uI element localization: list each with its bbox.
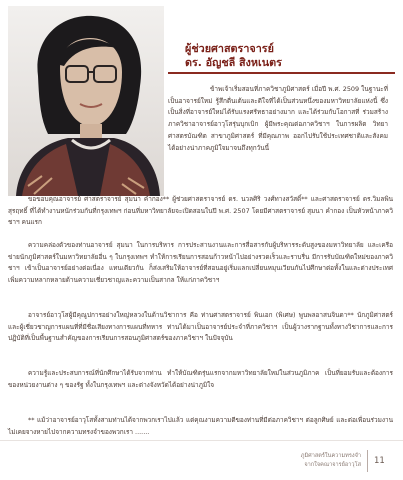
author-name: ดร. อัญชลี สิงหเนตร <box>185 56 282 69</box>
paragraph-graduates: ความรู้และประสบการณ์ที่นักศึกษาได้รับจากท่าน ทำให้บัณฑิตรุ่นแรกจากมหาวิทยาลัยใหม่ในส่วนภูมิภาค เป็นที่ยอมรับและต้องการของหน่วยงานต่าง ๆ ของรัฐ ทั้งในกรุงเทพฯ และต่างจังหวัดได้อย่างน่าภูมิใจ <box>8 369 393 389</box>
page-number: 11 <box>374 456 385 466</box>
footer-separator <box>367 450 368 472</box>
paragraph-senior-faculty: อาจารย์อาวุโสผู้มีคุณูปการอย่างใหญ่หลวงในด้านวิชาการ คือ ท่านศาสตราจารย์ พินเอก (พิเศษ) พูนพลอาสนจินดา** นักภูมิศาสตร์และผู้เชี่ยวชาญการแผนที่ที่มีชื่อเสียงทางการแผนที่ทหาร ท่านได้มาเป็นอาจารย์ประจำที่ภาควิชาฯ เป็นผู้วางรากฐานทั้งทางวิชาการและการปฏิบัติที่เป็นพื้นฐานสำคัญของการเรียนการสอนภูมิศาสตร์ของภาควิชาฯ ในปัจจุบัน <box>8 311 393 343</box>
paragraph-intro: ข้าพเจ้าเริ่มสอนที่ภาควิชาภูมิศาสตร์ เมื่อปี พ.ศ. 2509 ในฐานะที่เป็นอาจารย์ใหม่ รู้สึกตื่นเต้นและดีใจที่ได้เป็นส่วนหนึ่งของมหาวิทยาลัยแห่งนี้ ซึ่งเป็นสิ่งที่อาจารย์ใหม่ได้รับแรงศรัทธาอย่างมาก และได้ร่วมกับโอกาสที่ ร่วมสร้างภาควิชาอาจารย์อาวุโสรุ่นบุกเบิก ผู้มีพระคุณต่อภาควิชาฯ ในการผลิต วิทยาศาสตรบัณฑิต สาขาภูมิศาสตร์ ที่มีคุณภาพ ออกไปรับใช้ประเทศชาติและสังคม ได้อย่างน่าภาคภูมิใจมาจนถึงทุกวันนี้ <box>168 85 388 152</box>
paragraph-thanks: ขอขอบคุณอาจารย์ ศาสตราจารย์ สุมนา คำกอง** ผู้ช่วยศาสตราจารย์ ดร. นวลศิริ วงศ์ทางสวัสดิ์** และศาสตราจารย์ ดร.วิมลพิน สุรฤทธิ์ ที่ได้ทำงานหนักร่วมกันที่กรุงเทพฯ ก่อนที่มหาวิทยาลัยจะเปิดสอนในปี พ.ศ. 2507 โดยมีศาสตราจารย์ สุมนา คำกอง เป็นหัวหน้าภาควิชาฯ คนแรก <box>8 195 393 227</box>
author-role: ผู้ช่วยศาสตราจารย์ <box>185 42 274 55</box>
footer-line-2: จากใจคณาจารย์อาวุโส <box>304 462 361 468</box>
footer-line-1: ภูมิศาสตร์ในความทรงจำ <box>300 453 361 459</box>
title-underline <box>168 72 395 74</box>
portrait-photo <box>8 6 164 196</box>
title-block <box>185 42 395 70</box>
paragraph-memorial: ** แม้ว่าอาจารย์อาวุโสทั้งสามท่านได้จากพวกเราไปแล้ว แต่คุณงามความดีของท่านที่มีต่อภาควิชาฯ ต่อลูกศิษย์ และต่อเพื่อนร่วมงาน ไม่เคยจางหายไปจากความทรงจำของพวกเรา ....... <box>8 416 393 436</box>
footer-caption <box>251 452 361 470</box>
paragraph-administration: ความคล่องตัวของท่านอาจารย์ สุมนา ในการบริหาร การประสานงานและการสื่อสารกับผู้บริหารระดับสูงของมหาวิทยาลัย และเครือข่ายนักภูมิศาสตร์ในมหาวิทยาลัยอื่น ๆ ในกรุงเทพฯ ทำให้การเรียนการสอนก้าวหน้าไปอย่างรวดเร็วและราบรื่น มีการรับบัณฑิตใหม่ของภาควิชาฯ เข้าเป็นอาจารย์อย่างต่อเนื่อง แทนเดียวกัน ก็ส่งเสริมให้อาจารย์ที่สอนอยู่เริ่มแลกเปลี่ยนหมุนเวียนกันไปศึกษาต่อทั้งในและต่างประเทศ เพิ่มความหลากหลายด้านความเชี่ยวชาญและความเป็นสากล ให้แก่ภาควิชาฯ <box>8 241 393 285</box>
footer-divider <box>0 440 403 441</box>
